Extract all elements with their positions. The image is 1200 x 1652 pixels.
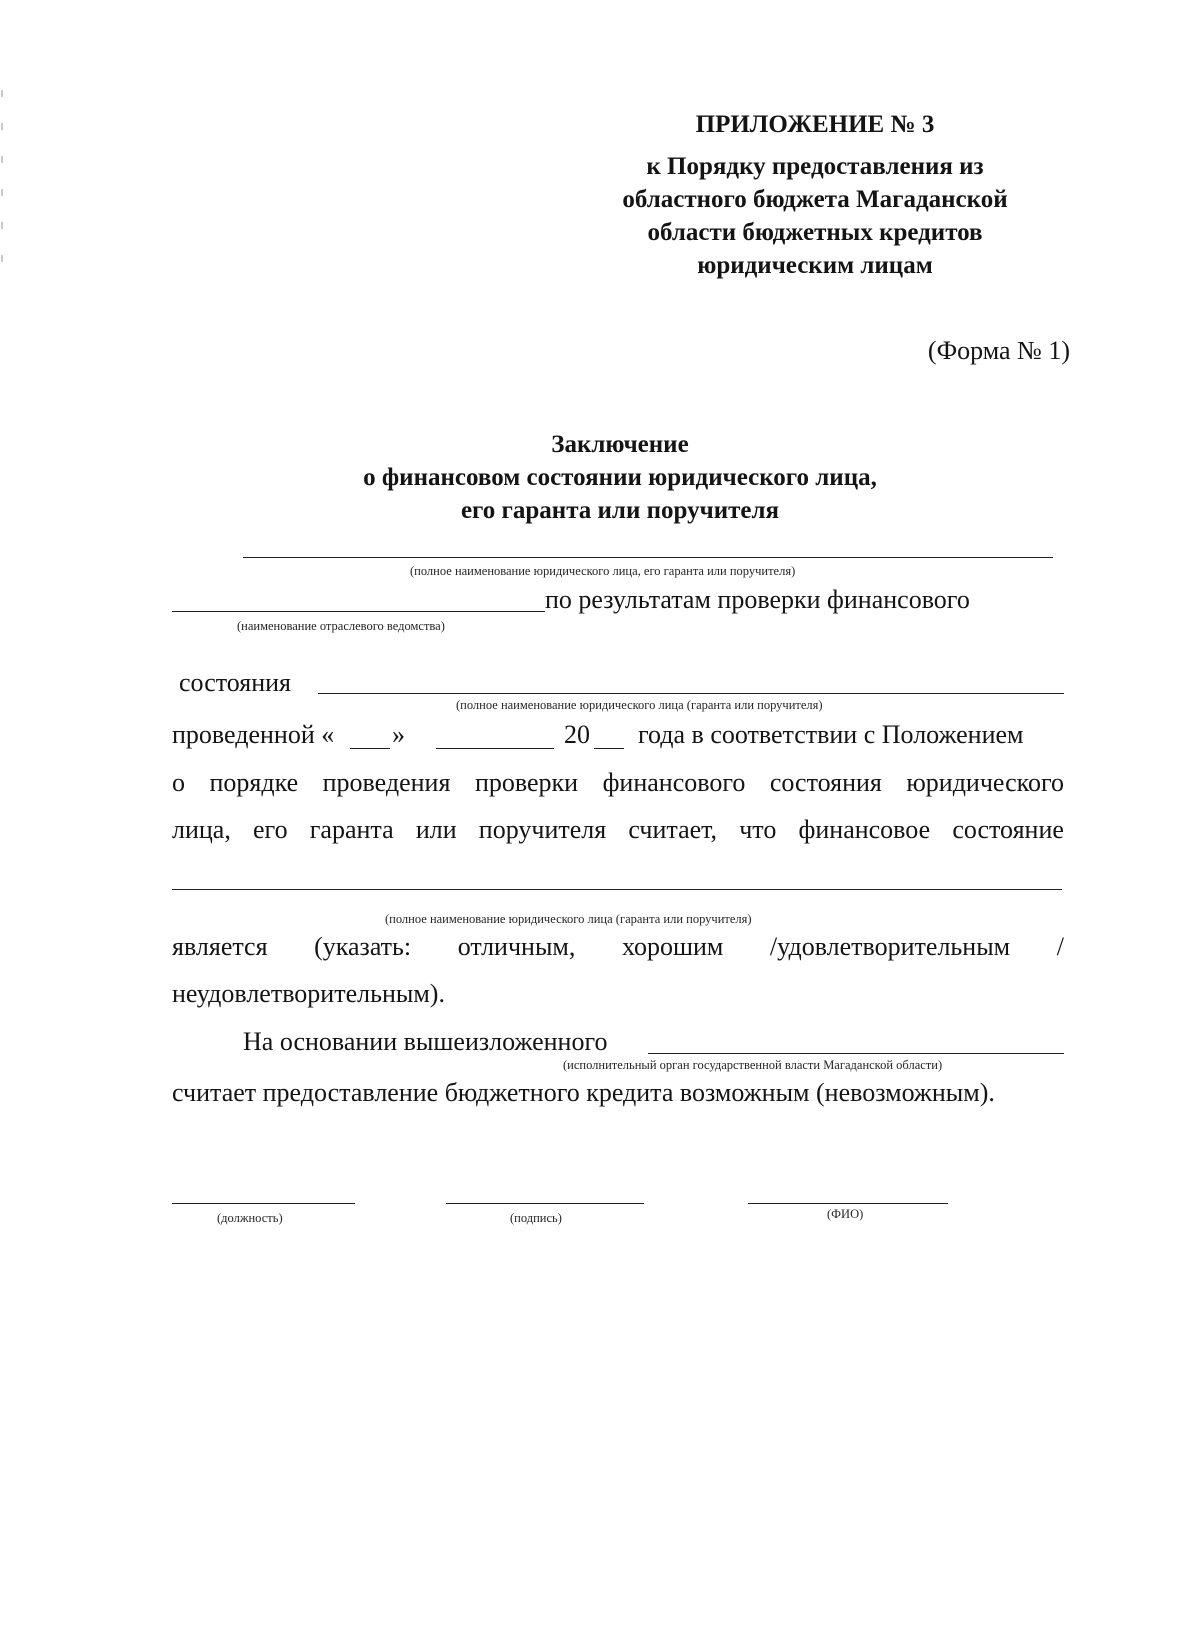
blank-signature[interactable] — [446, 1203, 644, 1204]
word: считает, — [628, 815, 718, 844]
word: поручителя — [478, 815, 607, 844]
form-label: (Форма № 1) — [927, 336, 1070, 365]
subtitle-line-1: к Порядку предоставления из — [646, 153, 984, 180]
caption-authority: (исполнительный орган государственной власти Магаданской области) — [563, 1058, 943, 1072]
blank-department[interactable] — [172, 611, 545, 612]
caption-department: (наименование отраслевого ведомства) — [237, 619, 445, 633]
document-title — [230, 428, 1010, 527]
subtitle-line-3: области бюджетных кредитов — [647, 219, 983, 246]
blank-full-name-3[interactable] — [172, 889, 1062, 890]
caption-full-name-3: (полное наименование юридического лица (гаранта или поручителя) — [385, 912, 752, 926]
text-state: состояния — [179, 668, 291, 697]
blank-year[interactable] — [594, 748, 624, 749]
caption-signature: (подпись) — [510, 1211, 562, 1225]
word: порядке — [209, 768, 299, 797]
word: о — [172, 768, 185, 797]
title-line-1: Заключение — [551, 431, 689, 458]
word: финансовое — [798, 815, 931, 844]
word: юридического — [906, 768, 1064, 797]
blank-full-name-sign[interactable] — [748, 1203, 948, 1204]
text-conducted-prefix: проведенной « — [172, 720, 335, 749]
word: его — [253, 815, 288, 844]
caption-full-name-2: (полное наименование юридического лица (гаранта или поручителя) — [456, 698, 823, 712]
word: проведения — [322, 768, 451, 797]
appendix-subtitle — [590, 150, 1040, 282]
blank-full-name-2[interactable] — [318, 693, 1064, 694]
paragraph-line-3 — [172, 815, 1064, 845]
word: является — [172, 932, 268, 961]
word: /удовлетворительным — [769, 932, 1011, 961]
text-quote-close: » — [392, 720, 405, 749]
word: отличным, — [457, 932, 576, 961]
caption-fio: (ФИО) — [827, 1207, 864, 1221]
word: проверки — [474, 768, 579, 797]
blank-authority[interactable] — [648, 1053, 1064, 1054]
rating-line — [172, 932, 1064, 962]
word: лица, — [172, 815, 231, 844]
blank-full-name[interactable] — [243, 557, 1053, 558]
word: финансового — [602, 768, 746, 797]
subtitle-line-4: юридическим лицам — [697, 252, 933, 279]
blank-month[interactable] — [436, 748, 554, 749]
word: хорошим — [621, 932, 724, 961]
word: / — [1056, 932, 1064, 961]
blank-day[interactable] — [350, 748, 390, 749]
text-conclusion: считает предоставление бюджетного кредита возможным (невозможным). — [172, 1078, 995, 1107]
caption-full-name: (полное наименование юридического лица, его гаранта или поручителя) — [410, 564, 796, 578]
text-basis: На основании вышеизложенного — [243, 1027, 608, 1056]
appendix-title: ПРИЛОЖЕНИЕ № 3 — [695, 111, 935, 138]
subtitle-line-2: областного бюджета Магаданской — [622, 186, 1008, 213]
word: гаранта — [309, 815, 394, 844]
scan-margin-marks — [1, 90, 4, 300]
text-year-prefix: 20 — [564, 720, 590, 749]
word: состояния — [769, 768, 882, 797]
rating-end: неудовлетворительным). — [172, 979, 445, 1008]
word: или — [415, 815, 457, 844]
word: (указать: — [314, 932, 412, 961]
title-line-2: о финансовом состоянии юридического лица, — [363, 464, 877, 491]
title-line-3: его гаранта или поручителя — [460, 497, 780, 524]
text-results-of-check: по результатам проверки финансового — [545, 585, 970, 614]
word: что — [739, 815, 777, 844]
blank-position[interactable] — [172, 1203, 355, 1204]
caption-position: (должность) — [217, 1211, 283, 1225]
text-conducted-rest: года в соответствии с Положением — [638, 720, 1024, 749]
word: состояние — [952, 815, 1064, 844]
paragraph-line-2 — [172, 768, 1064, 798]
